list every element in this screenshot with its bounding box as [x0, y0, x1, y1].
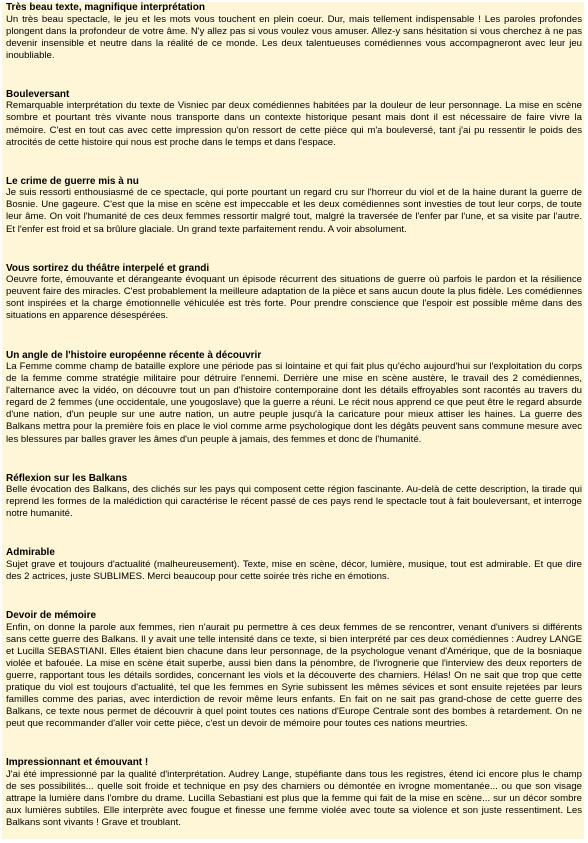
review-spacer [6, 446, 584, 473]
review-body: Remarquable interprétation du texte de Visniec par deux comédiennes habitées par la douleur de leur personnage. La mise en scène sombre et pourtant très vivante nous transporte dans un contexte historique pesant mais dont il est nécessaire de faire vivre la mémoire. C'est en tout cas avec cette impression qu'on ressort de cette pièce qui m'a bouleversé, tant j'ai pu ressentir le poids des atrocités de cette histoire qui nous est proche dans le temps et dans l'espace. [6, 100, 582, 148]
review-body: Belle évocation des Balkans, des clichés sur les pays qui composent cette région fascinante. Au-delà de cette description, la tirade qui reprend les formes de la malédiction qui caractérise le récent passé de ces pays rend le spectacle tout à fait bouleversant, et interroge notre humanité. [6, 484, 582, 520]
review-spacer [6, 730, 584, 757]
review-spacer [6, 583, 584, 610]
review-item [6, 176, 584, 236]
review-item [6, 350, 584, 446]
review-body: Oeuvre forte, émouvante et dérangeante évoquant un épisode récurrent des situations de guerre où parfois le pardon et la résilience peuvent faire des miracles. C'est probablement la meilleure adaptation de la pièce et sans aucun doute la plus fidèle. Les comédiennes sont inspirées et la charge émotionnelle véhiculée est très forte. Pour prendre conscience que l'espoir est possible même dans des situations en apparence désespérées. [6, 274, 582, 322]
review-title: Devoir de mémoire [6, 610, 97, 622]
review-item [6, 2, 584, 62]
review-body: La Femme comme champ de bataille explore une période pas si lointaine et qui fait plus qu'écho aujourd'hui sur l'exploitation du corps de la femme comme stratégie militaire pour détruire l'ennemi. Derrière une mise en scène austère, le travail des 2 comédiennes, l'alternance avec la vidéo, on découvre tout un pan d'histoire contemporaine dont les détails effroyables sont racontés au travers du regard de 2 femmes (une occidentale, une yougoslave) que la guerre a réuni. Le récit nous apprend ce que peut être le regard absurde d'une nation, d'un peuple sur une autre nation, un autre peuple jusqu'à la caricature pour mieux attiser les haines. La guerre des Balkans mettra pour la première fois en place le viol comme arme psychologique dont les dégâts peuvent sans commune mesure avec les blessures par balles graver les âmes d'un peuple à jamais, des femmes et donc de l'humanité. [6, 361, 582, 445]
review-body: J'ai été impressionné par la qualité d'interprétation. Audrey Lange, stupéfiante dans tous les registres, étend ici encore plus le champ de ses possibilités... quelle soit froide et technique en psy des charniers ou démontée en ivrogne momentanée... ou que son visage attrape la lumière dans l'ombre du drame. Lucilla Sebastiani est plus que la femme qui fait de la mise en scène... sur un décor sombre aux lumières subtiles. Elle interprète avec fougue et finesse une femme violée avec toute sa violence et son juste ressentiment. Les Balkans sont vivants ! Grave et troublant. [6, 768, 582, 829]
review-title: Un angle de l'histoire européenne récente à découvrir [6, 349, 262, 361]
review-spacer [6, 236, 584, 263]
review-title: Réflexion sur les Balkans [6, 472, 128, 484]
review-spacer [6, 520, 584, 547]
review-title: Bouleversant [6, 88, 70, 100]
review-spacer [6, 323, 584, 350]
review-body: Enfin, on donne la parole aux femmes, rien n'aurait pu permettre à ces deux femmes de se rencontrer, venant d'univers si différents sans cette guerre des Balkans. Il y avait une telle intensité dans ce texte, si bien interprété par ces deux comédiennes : Audrey LANGE et Lucilla SEBASTIANI. Elles étaient bien chacune dans leur personnage, de la psychologue venant d'Amérique, que de la bosniaque violée et bafouée. La mise en scène était superbe, aussi bien dans la pénombre, de l'ivrognerie que l'interview des deux reporters de guerre, rapportant tous les détails sordides, concernant les viols et la découverte des charniers. Hélas! On ne sait que trop que cette pratique du viol est toujours d'actualité, tel que les femmes en Syrie subissent les mêmes sévices et sont ensuite rejetées par leurs familles comme des parias, avec interdiction de revoir même leurs enfants. En fait on ne sait pas grand-chose de cette guerre des Balkans, ce texte nous permet de découvrir à quel point toutes ces nations d'Europe Centrale sont des bombes à retardement. On ne peut que recommander d'aller voir cette pièce, c'est un devoir de mémoire pour toutes ces nations meurtries. [6, 621, 582, 730]
review-spacer [6, 62, 584, 89]
review-item [6, 89, 584, 149]
review-body: Sujet grave et toujours d'actualité (malheureusement). Texte, mise en scène, décor, lumière, musique, tout est admirable. Et que dire des 2 actrices, juste SUBLIMES. Merci beaucoup pour cette soirée très riche en émotions. [6, 558, 582, 583]
review-item [6, 610, 584, 730]
review-body: Un très beau spectacle, le jeu et les mots vous touchent en plein coeur. Dur, mais tellement indispensable ! Les paroles profondes plongent dans la profondeur de votre âme. N'y allez pas si vous voulez vous amuser. Allez-y sans hésitation si vous cherchez à ne pas devenir insensible et neutre dans la réalité de ce monde. Les deux talentueuses comédiennes vous accompagneront avec leur jeu inoubliable. [6, 13, 582, 61]
review-title: Le crime de guerre mis à nu [6, 175, 139, 187]
review-item [6, 473, 584, 521]
review-title: Admirable [6, 547, 55, 559]
review-title: Vous sortirez du théâtre interpelé et grandi [6, 262, 210, 274]
reviews-list [2, 2, 584, 839]
review-item [6, 547, 584, 583]
review-title: Impressionnant et émouvant ! [6, 757, 149, 769]
review-item [6, 757, 584, 829]
review-body: Je suis ressorti enthousiasmé de ce spectacle, qui porte pourtant un regard cru sur l'horreur du viol et de la haine durant la guerre de Bosnie. Une gageure. C'est que la mise en scène est impeccable et les deux comédiennes sont investies de tout leur corps, de toute leur âme. On voit l'humanité de ces deux femmes ressortir malgré tout, malgré la traversée de l'enfer par l'une, et sa visite par l'autre. Et l'enfer est froid et sa brûlure glaciale. Un grand texte parfaitement rendu. A voir absolument. [6, 187, 582, 235]
review-title: Très beau texte, magnifique interprétation [6, 2, 205, 13]
review-spacer [6, 149, 584, 176]
review-item [6, 263, 584, 323]
